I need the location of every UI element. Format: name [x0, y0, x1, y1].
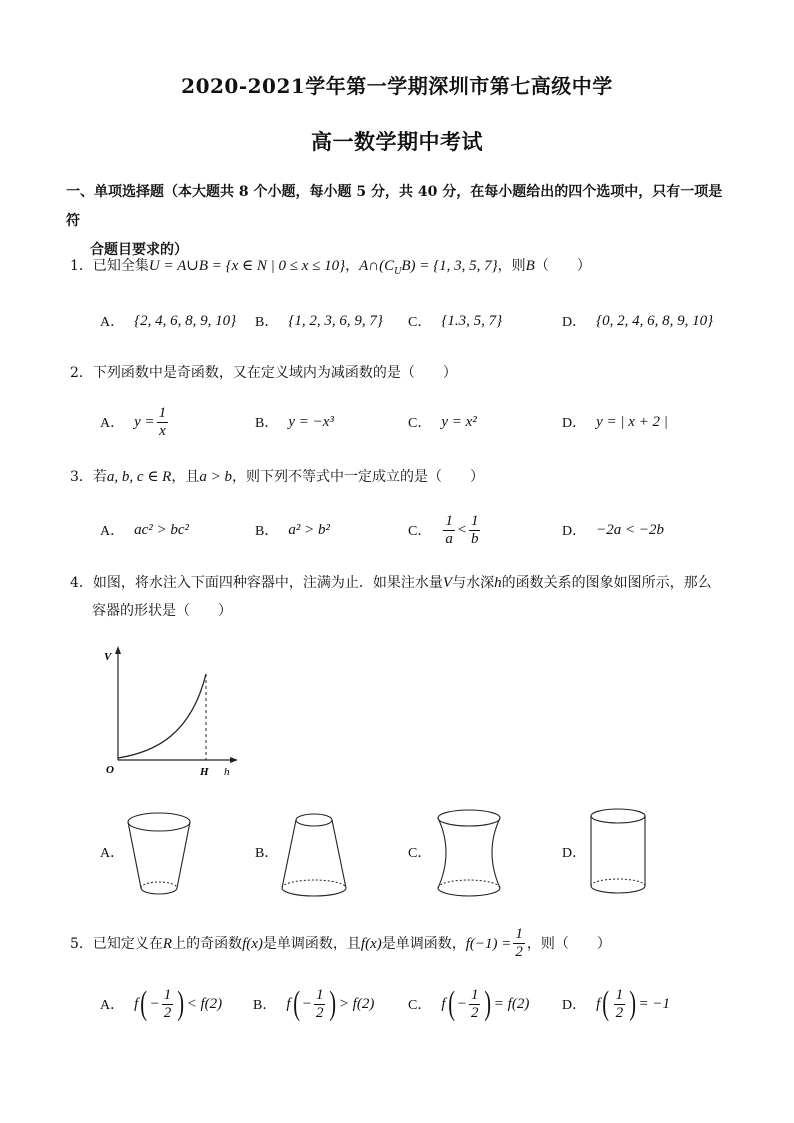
- q5-text-monotonic: 是单调函数，且: [262, 935, 361, 952]
- q5-option-d[interactable]: [562, 984, 670, 1024]
- fraction-numerator: 1: [470, 986, 479, 1003]
- option-math: < f(2): [186, 995, 223, 1012]
- left-paren: (: [447, 985, 455, 1022]
- option-math: = f(2): [493, 995, 530, 1012]
- option-math: f: [286, 995, 291, 1012]
- q5-option-a[interactable]: [100, 984, 222, 1024]
- right-paren: ): [484, 985, 492, 1022]
- q3-option-a[interactable]: [100, 512, 189, 548]
- q5-text-monotonic2: 是单调函数，: [381, 935, 466, 952]
- option-label: D．: [562, 846, 587, 861]
- q2-option-c[interactable]: [408, 404, 477, 440]
- graph-curve: [118, 674, 206, 758]
- fraction: [469, 987, 481, 1022]
- fraction-denominator: 2: [315, 1004, 324, 1021]
- q2-option-a[interactable]: [100, 404, 170, 440]
- container-d-icon: [586, 804, 650, 900]
- q3-math-condition: a > b: [199, 469, 232, 485]
- q2-option-b[interactable]: [255, 404, 334, 440]
- q1-option-c[interactable]: [408, 303, 502, 339]
- question-5-stem: [70, 926, 730, 961]
- option-label: D．: [562, 416, 587, 431]
- option-sign: −: [456, 995, 467, 1012]
- option-label: B．: [255, 846, 279, 861]
- option-math: f: [134, 995, 139, 1012]
- left-paren: (: [140, 985, 148, 1022]
- fraction: [443, 513, 455, 548]
- fraction: [314, 987, 326, 1022]
- q5-math-f-neg1: f(−1) =: [465, 935, 512, 952]
- graph-x-arrow: [230, 757, 238, 763]
- q5-text-then: ，则（ ）: [526, 935, 611, 952]
- option-sign: −: [301, 995, 312, 1012]
- fraction-numerator: 1: [158, 404, 167, 421]
- option-operator: <: [456, 521, 467, 538]
- fraction: [513, 926, 525, 961]
- q5-text-odd: 上的奇函数: [172, 935, 243, 952]
- option-label: B．: [255, 416, 279, 431]
- q5-option-b[interactable]: [253, 984, 374, 1024]
- fraction: [614, 987, 626, 1022]
- q3-option-b[interactable]: [255, 512, 330, 548]
- question-1-stem: [70, 255, 730, 283]
- fraction-denominator: b: [470, 530, 479, 547]
- option-label: C．: [408, 416, 432, 431]
- q1-option-d[interactable]: [562, 303, 713, 339]
- container-c-icon: [432, 806, 506, 902]
- fraction-numerator: 1: [163, 986, 172, 1003]
- option-sign: −: [149, 995, 160, 1012]
- option-label: B．: [253, 998, 277, 1013]
- container-a-icon: [124, 808, 194, 900]
- section-heading-line1: 一、单项选择题（本大题共 8 个小题，每小题 5 分，共 40 分，在每小题给出的四个选项中，只有一项是符: [66, 184, 723, 229]
- graph-h-mark: H: [200, 766, 209, 778]
- section-heading: [66, 178, 736, 265]
- option-label: B．: [255, 524, 279, 539]
- left-paren: (: [292, 985, 300, 1022]
- right-paren: ): [629, 985, 637, 1022]
- q4-text-depth: 与水深: [452, 575, 495, 591]
- q3-math-set: a, b, c ∈ R: [106, 469, 172, 485]
- option-value: −2a < −2b: [596, 521, 664, 538]
- option-math: > f(2): [338, 995, 375, 1012]
- exam-title-school: 2020-2021学年第一学期深圳市第七高级中学: [181, 74, 613, 98]
- fraction: [157, 405, 169, 440]
- option-value: {0, 2, 4, 6, 8, 9, 10}: [596, 312, 714, 329]
- option-math: f: [596, 995, 601, 1012]
- q4-text-line2: 容器的形状是（ ）: [92, 603, 232, 619]
- volume-depth-graph: [96, 642, 246, 782]
- option-label: D．: [562, 524, 587, 539]
- q4-text-relation: 的函数关系的图象如图所示，那么: [501, 575, 712, 591]
- fraction-denominator: x: [159, 422, 166, 439]
- graph-x-label: h: [224, 766, 230, 778]
- fraction-denominator: a: [445, 530, 453, 547]
- q1-math-intersection-result: B) = {1, 3, 5, 7}: [401, 258, 498, 274]
- question-5-options: [100, 984, 740, 1024]
- question-4-stem: [70, 572, 730, 622]
- fraction-numerator: 1: [315, 986, 324, 1003]
- option-label: C．: [408, 998, 432, 1013]
- q1-text: 1．已知全集: [70, 258, 149, 274]
- option-label: A．: [100, 998, 125, 1013]
- option-value: {2, 4, 6, 8, 9, 10}: [134, 312, 237, 329]
- q5-math-fx: f(x): [242, 935, 263, 952]
- option-label: A．: [100, 846, 125, 861]
- q1-math-subscript: U: [394, 265, 402, 277]
- question-3-options: [100, 512, 740, 548]
- question-2-options: [100, 404, 740, 440]
- option-value: y = | x + 2 |: [596, 413, 668, 430]
- right-paren: ): [177, 985, 185, 1022]
- option-value: {1.3, 5, 7}: [441, 312, 503, 329]
- q5-math-r: R: [162, 935, 173, 952]
- q3-option-d[interactable]: [562, 512, 664, 548]
- option-label: D．: [562, 998, 587, 1013]
- q1-math-universal-set: U = A∪B = {x ∈ N | 0 ≤ x ≤ 10}: [148, 258, 346, 274]
- option-value: y = −x³: [288, 413, 334, 430]
- q1-text-then: ，则: [497, 258, 526, 274]
- option-label: C．: [408, 315, 432, 330]
- graph-y-label: V: [104, 651, 112, 663]
- fraction: [469, 513, 481, 548]
- q1-option-a[interactable]: [100, 303, 236, 339]
- q1-math-b: B: [525, 258, 535, 274]
- q3-text-and: ，且: [171, 469, 200, 485]
- option-label: C．: [408, 846, 432, 861]
- fraction-numerator: 1: [615, 986, 624, 1003]
- option-label: A．: [100, 416, 125, 431]
- q5-text: 5．已知定义在: [70, 935, 163, 952]
- right-paren: ): [329, 985, 337, 1022]
- q1-option-b[interactable]: [255, 303, 383, 339]
- q5-option-c[interactable]: [408, 984, 529, 1024]
- option-label: B．: [255, 315, 279, 330]
- fraction: [162, 987, 174, 1022]
- fraction-denominator: 2: [615, 1004, 624, 1021]
- container-b-icon: [278, 808, 350, 900]
- q1-separator: ，: [345, 258, 360, 274]
- q1-math-intersection: A∩(C: [359, 258, 395, 274]
- option-math: f: [441, 995, 446, 1012]
- option-value: y = x²: [441, 413, 477, 430]
- q1-answer-blank: （ ）: [534, 258, 591, 274]
- q4-math-v: V: [442, 575, 453, 591]
- option-label: A．: [100, 315, 125, 330]
- section-heading-line2: 合题目要求的）: [90, 242, 188, 258]
- q3-text: 3．若: [70, 469, 107, 485]
- option-value: a² > b²: [288, 521, 330, 538]
- q3-text-prompt: ，则下列不等式中一定成立的是（ ）: [231, 469, 484, 485]
- option-label: C．: [408, 524, 432, 539]
- q3-option-c[interactable]: [408, 512, 482, 548]
- fraction-numerator: 1: [445, 512, 453, 529]
- fraction-numerator: 1: [515, 926, 523, 942]
- graph-origin-label: O: [106, 764, 114, 776]
- fraction-denominator: 2: [470, 1004, 479, 1021]
- left-paren: (: [602, 985, 610, 1022]
- fraction-numerator: 1: [470, 512, 479, 529]
- option-value: {1, 2, 3, 6, 9, 7}: [288, 312, 383, 329]
- question-2-stem: 2．下列函数中是奇函数，又在定义域内为减函数的是（ ）: [70, 365, 457, 381]
- option-label: A．: [100, 524, 125, 539]
- option-label: D．: [562, 315, 587, 330]
- q5-math-fx2: f(x): [360, 935, 382, 952]
- q4-text: 4．如图，将水注入下面四种容器中，注满为止．如果注水量: [70, 575, 443, 591]
- fraction-denominator: 2: [163, 1004, 172, 1021]
- question-3-stem: [70, 466, 730, 488]
- option-math: y =: [134, 413, 155, 430]
- q2-option-d[interactable]: [562, 404, 668, 440]
- q4-math-h: h: [494, 575, 502, 591]
- option-value: ac² > bc²: [134, 521, 190, 538]
- graph-y-arrow: [115, 646, 121, 654]
- question-1-options: [100, 303, 740, 339]
- exam-title-subject: 高一数学期中考试: [311, 129, 483, 154]
- option-math: = −1: [638, 995, 670, 1012]
- fraction-denominator: 2: [515, 944, 523, 960]
